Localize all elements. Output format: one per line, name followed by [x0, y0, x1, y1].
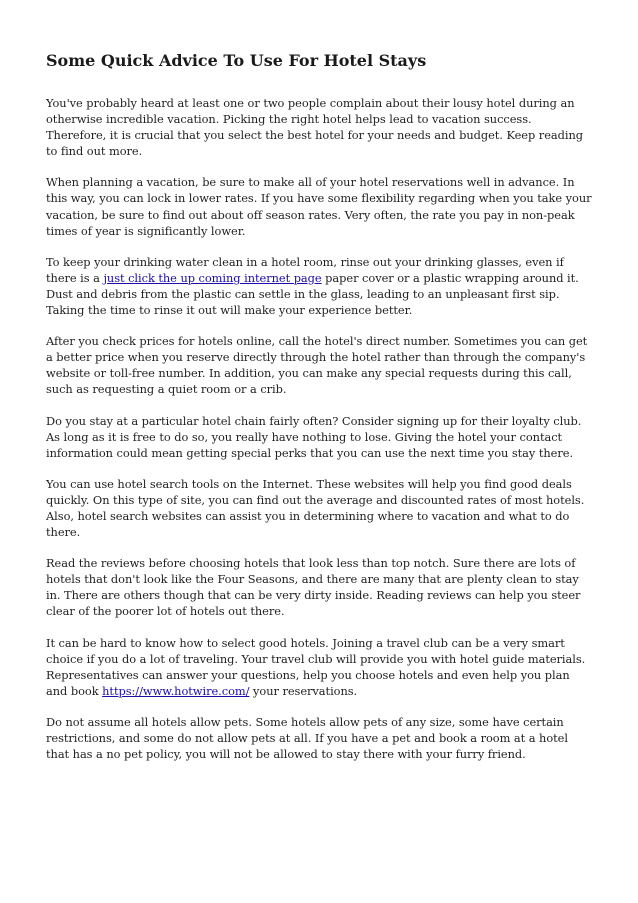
- paragraph-3: [46, 254, 594, 318]
- drinking-water-link[interactable]: just click the up coming internet page: [103, 270, 322, 285]
- paragraph-9: Do not assume all hotels allow pets. Some hotels allow pets of any size, some have certain restrictions, and some do not allow pets at all. If you have a pet and book a room at a hotel that has a no pet policy, you will not be allowed to stay there with your furry friend.: [46, 714, 568, 762]
- paragraph-5: Do you stay at a particular hotel chain fairly often? Consider signing up for their loyalty club. As long as it is free to do so, you really have nothing to lose. Giving the hotel your contact information could mean getting special perks that you can use the next time you stay there.: [46, 413, 582, 460]
- hotwire-link[interactable]: https://www.hotwire.com/: [102, 683, 250, 698]
- document-page: [46, 50, 594, 777]
- paragraph-7: Read the reviews before choosing hotels that look less than top notch. Sure there are lots of hotels that don't look like the Four Seasons, and there are many that are plenty clean to stay in. There are others though that can be very dirty inside. Reading reviews can help you steer clear of the poorer lot of hotels out there.: [46, 556, 581, 619]
- paragraph-6: You can use hotel search tools on the Internet. These websites will help you find good deals quickly. On this type of site, you can find out the average and discounted rates of most hotels. Also, hotel search websites can assist you in determining where to vacation and what to do there.: [46, 476, 585, 540]
- paragraph-8-text-before: It can be hard to know how to select good hotels. Joining a travel club can be a very smart choice if you do a lot of traveling. Your travel club will provide you with hotel guide materials. Representatives can answer your questions, help you choose hotels and even help you plan and book: [46, 635, 586, 698]
- paragraph-3-text-before: To keep your drinking water clean in a hotel room, rinse out your drinking glasses, even if there is a: [46, 254, 564, 285]
- paragraph-8-text-after: your reservations.: [249, 683, 358, 698]
- document-title: Some Quick Advice To Use For Hotel Stays: [46, 51, 427, 70]
- paragraph-1: You've probably heard at least one or two people complain about their lousy hotel during an otherwise incredible vacation. Picking the right hotel helps lead to vacation success. Therefore, it is crucial that you select the best hotel for your needs and budget. Keep reading to find out more.: [46, 96, 583, 159]
- paragraph-8: [46, 635, 594, 699]
- paragraph-3-text-after: paper cover or a plastic wrapping around it. Dust and debris from the plastic can settle in the glass, leading to an unpleasant first sip. Taking the time to rinse it out will make your experience better.: [46, 270, 579, 318]
- paragraph-2: When planning a vacation, be sure to make all of your hotel reservations well in advance. In this way, you can lock in lower rates. If you have some flexibility regarding when you take your vacation, be sure to find out about off season rates. Very often, the rate you pay in non-peak times of year is significantly lower.: [46, 175, 592, 238]
- paragraph-4: After you check prices for hotels online, call the hotel's direct number. Sometimes you can get a better price when you reserve directly through the hotel rather than through the company's website or toll-free number. In addition, you can make any special requests during this call, such as requesting a quiet room or a crib.: [46, 334, 588, 397]
